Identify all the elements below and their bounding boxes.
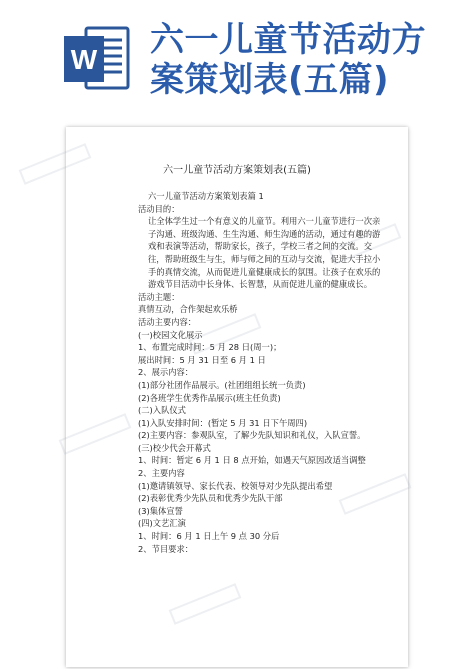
text-line: 2、主要内容 — [138, 468, 185, 479]
text-line: 2、展示内容： — [138, 367, 194, 378]
text-line: (四)文艺汇演 — [138, 518, 186, 529]
page-title-line-2: 案策划表(五篇) — [150, 60, 390, 100]
text-line: (3)集体宣誓 — [138, 505, 183, 516]
text-line: 1、时间：暂定 6 月 1 日 8 点开始，如遇天气原因改适当调整 — [138, 455, 366, 466]
document-title: 六一儿童节活动方案策划表(五篇) — [163, 165, 311, 176]
svg-text:W: W — [70, 44, 98, 75]
text-line: 活动目的： — [138, 203, 180, 214]
text-line: 1、时间：6 月 1 日上午 9 点 30 分后 — [138, 531, 280, 542]
text-line: (1)入队安排时间：(暂定 5 月 31 日下午周四) — [138, 417, 308, 428]
text-line: 真情互动，合作架起欢乐桥 — [138, 304, 238, 315]
text-line: (2)各班学生优秀作品展示(班主任负责) — [138, 392, 281, 403]
header — [0, 0, 474, 110]
section-heading: 六一儿童节活动方案策划表篇 1 — [148, 191, 264, 201]
page-title-line-1: 六一儿童节活动方 — [150, 20, 426, 60]
text-line: 1、布置完成时间：5 月 28 日(周一)； — [138, 342, 282, 353]
text-line: (二)入队仪式 — [138, 405, 186, 416]
text-line: 活动主题： — [138, 291, 180, 302]
text-line: 活动主要内容： — [138, 316, 197, 327]
page-title — [150, 20, 468, 100]
paragraph: 让全体学生过一个有意义的儿童节。利用六一儿童节进行一次亲子沟通、班级沟通、生生沟通、师生沟通的活动，通过有趣的游戏和表演等活动，帮助家长，孩子，学校三者之间的交流。交往，帮助班级生与生，师与师之间的互动与交流，促进大手拉小手的真情交流，从而促进儿童健康成长的氛围。让孩子在欢乐的游戏节目活动中长身体、长智慧，从而促进儿童的健康成长。 — [148, 216, 381, 290]
text-line: 展出时间：5 月 31 日至 6 月 1 日 — [138, 354, 266, 365]
text-line: (1)部分社团作品展示。(社团组组长统一负责) — [138, 379, 306, 390]
document-body — [138, 190, 386, 555]
text-line: 2、节目要求： — [138, 543, 194, 554]
document-page — [66, 127, 408, 667]
text-line: (2)主要内容：参观队室，了解少先队知识和礼仪，入队宣誓。 — [138, 430, 366, 441]
text-line: (1)邀请镇领导、家长代表、校领导对少先队提出希望 — [138, 480, 333, 491]
text-line: (一)校园文化展示 — [138, 329, 203, 340]
text-line: (三)校少代会开幕式 — [138, 442, 211, 453]
text-line: (2)表彰优秀少先队员和优秀少先队干部 — [138, 493, 283, 504]
word-document-icon — [60, 22, 134, 96]
